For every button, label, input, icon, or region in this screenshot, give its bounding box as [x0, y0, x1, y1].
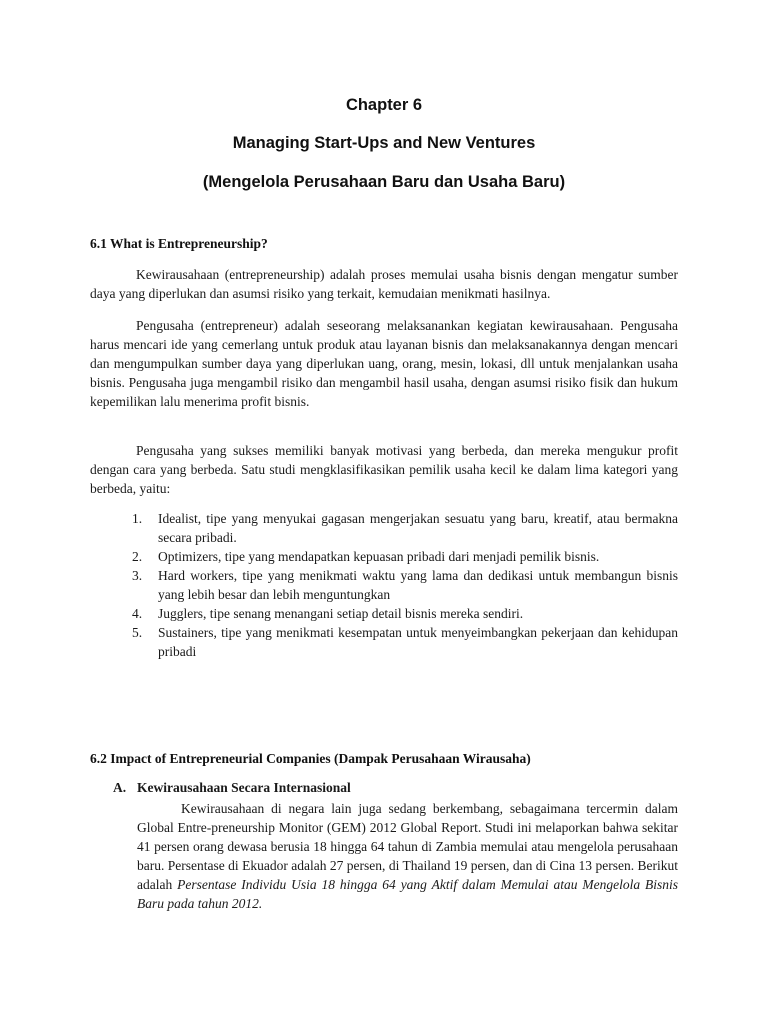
list-item: [130, 623, 678, 661]
list-item-text: Sustainers, tipe yang menikmati kesempatan untuk menyeimbangkan pekerjaan dan kehidupan pribadi: [158, 625, 678, 659]
paragraph-text: Pengusaha (entrepreneur) adalah seseorang melaksanankan kegiatan kewirausahaan. Pengusaha harus mencari ide yang cemerlang untuk produk atau layanan bisnis dan melaksanakannya dengan mencari dan mengumpulkan sumber daya yang diperlukan uang, orang, mesin, lokasi, dll untuk menjalankan usaha bisnis. Pengusaha juga mengambil risiko dan mengambil hasil usaha, dengan asumsi risiko fisik dan hukum kepemilikan lalu menerima profit bisnis.: [90, 318, 678, 409]
paragraph: [137, 799, 678, 913]
paragraph: [90, 316, 678, 411]
list-item: [130, 509, 678, 547]
paragraph-italic-text: Persentase Individu Usia 18 hingga 64 yang Aktif dalam Memulai atau Mengelola Bisnis Baru pada tahun 2012.: [137, 877, 678, 911]
paragraph: [90, 265, 678, 303]
list-item-text: Jugglers, tipe senang menangani setiap detail bisnis mereka sendiri.: [158, 606, 524, 621]
subsection-heading-a: [113, 780, 351, 796]
section-heading-6-1: 6.1 What is Entrepreneurship?: [90, 236, 268, 251]
chapter-number: Chapter 6: [345, 96, 423, 114]
list-number: 3.: [132, 568, 143, 583]
list-number: 1.: [132, 511, 143, 526]
motivation-list: [130, 509, 678, 661]
list-number: 2.: [132, 549, 143, 564]
paragraph: [90, 441, 678, 498]
list-number: 5.: [132, 625, 143, 640]
list-number: 4.: [132, 606, 143, 621]
list-item-text: Idealist, tipe yang menyukai gagasan mengerjakan sesuatu yang baru, kreatif, atau bermakna secara pribadi.: [158, 511, 678, 545]
chapter-title: Managing Start-Ups and New Ventures: [232, 134, 536, 152]
list-item-text: Optimizers, tipe yang mendapatkan kepuasan pribadi dari menjadi pemilik bisnis.: [158, 549, 600, 564]
subsection-letter: A.: [113, 780, 127, 795]
subsection-title: Kewirausahaan Secara Internasional: [137, 780, 351, 795]
paragraph-text: Kewirausahaan (entrepreneurship) adalah proses memulai usaha bisnis dengan mengatur sumber daya yang diperlukan dan asumsi risiko yang terkait, kemudaian menikmati hasilnya.: [90, 267, 678, 301]
paragraph-text: Pengusaha yang sukses memiliki banyak motivasi yang berbeda, dan mereka mengukur profit dengan cara yang berbeda. Satu studi mengklasifikasikan pemilik usaha kecil ke dalam lima kategori yang berbeda, yaitu:: [90, 443, 678, 496]
list-item: [130, 547, 678, 566]
section-heading-6-2: 6.2 Impact of Entrepreneurial Companies (Dampak Perusahaan Wirausaha): [90, 751, 531, 766]
paragraph-text: Kewirausahaan di negara lain juga sedang berkembang, sebagaimana tercermin dalam Global Entre-preneurship Monitor (GEM) 2012 Global Report. Studi ini melaporkan bahwa sekitar 41 persen orang dewasa berusia 18 hingga 64 tahun di Zambia memulai atau mengelola perusahaan baru. Persentase di Ekuador adalah 27 persen, di Thailand 19 persen, dan di Cina 13 persen. Berikut adalah: [137, 801, 678, 892]
chapter-subtitle: (Mengelola Perusahaan Baru dan Usaha Baru): [202, 173, 566, 191]
list-item: [130, 566, 678, 604]
list-item-text: Hard workers, tipe yang menikmati waktu yang lama dan dedikasi untuk membangun bisnis yang lebih besar dan lebih menguntungkan: [158, 568, 678, 602]
list-item: [130, 604, 678, 623]
